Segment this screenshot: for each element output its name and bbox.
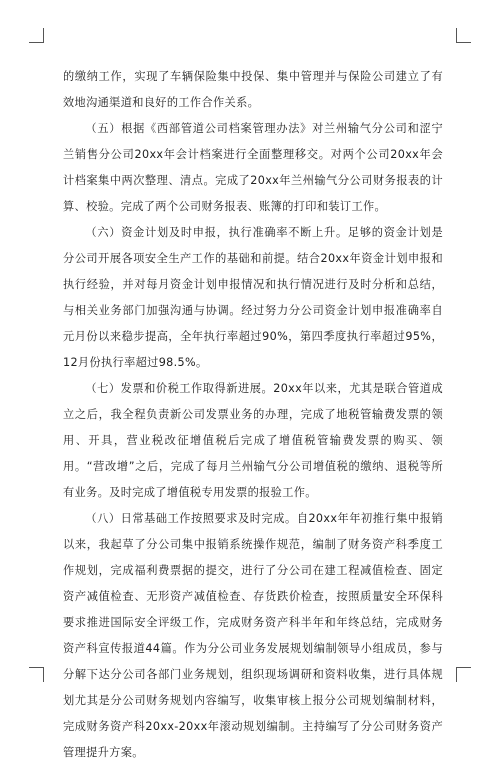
paragraph-continuation: 的缴纳工作，实现了车辆保险集中投保、集中管理并与保险公司建立了有效地沟通渠道和良好的工作合作关系。 — [63, 70, 443, 109]
paragraph-daily-work: （八）日常基础工作按照要求及时完成。自20xx年年初推行集中报销以来，我起草了分公司集中报销系统操作规范，编制了财务资产科季度工作规划，完成福利费票据的提交，进行了分公司在建工程减值检查、固定资产减值检查、无形资产减值检查、存货跌价检查，按照质量安全环保科要求推进国际安全评级工作，完成财务资产科半年和年终总结，完成财务资产科宣传报道44篇。作为分公司业务发展规划编制领导小组成员，参与分解下达分公司各部门业务规划，组织现场调研和资料收集，进行具体规划尤其是分公司财务规划内容编写，收集审核上报分公司规划编制材料，完成财务资产科20xx-20xx年滚动规划编制。主持编写了分公司财务资产管理提升方案。 — [63, 512, 443, 759]
paragraph-archives: （五）根据《西部管道公司档案管理办法》对兰州输气分公司和涩宁兰销售分公司20xx年会计档案进行全面整理移交。对两个公司20xx年会计档案集中两次整理、清点。完成了20xx年兰州输气分公司财务报表的计算、校验。完成了两个公司财务报表、账簿的打印和装订工作。 — [63, 122, 443, 213]
crop-mark-top-right — [456, 28, 471, 43]
paragraph-invoice-tax: （七）发票和价税工作取得新进展。20xx年以来，尤其是联合管道成立之后，我全程负责新公司发票业务的办理，完成了地税管输费发票的领用、开具，营业税改征增值税后完成了增值税管输费发票的购买、领用。“营改增”之后，完成了每月兰州输气分公司增值税的缴纳、退税等所有业务。及时完成了增值税专用发票的报验工作。 — [63, 382, 443, 499]
paragraph-fund-plan: （六）资金计划及时申报，执行准确率不断上升。足够的资金计划是分公司开展各项安全生产工作的基础和前提。结合20xx年资金计划申报和执行经验，并对每月资金计划申报情况和执行情况进行及时分析和总结，与相关业务部门加强沟通与协调。经过努力分公司资金计划申报准确率自元月份以来稳步提高，全年执行率超过90%，第四季度执行率超过95%，12月份执行率超过98.5%。 — [63, 226, 443, 369]
crop-mark-top-left — [29, 28, 44, 43]
document-body — [63, 64, 443, 766]
crop-mark-bottom-left — [29, 667, 44, 682]
crop-mark-bottom-right — [456, 667, 471, 682]
